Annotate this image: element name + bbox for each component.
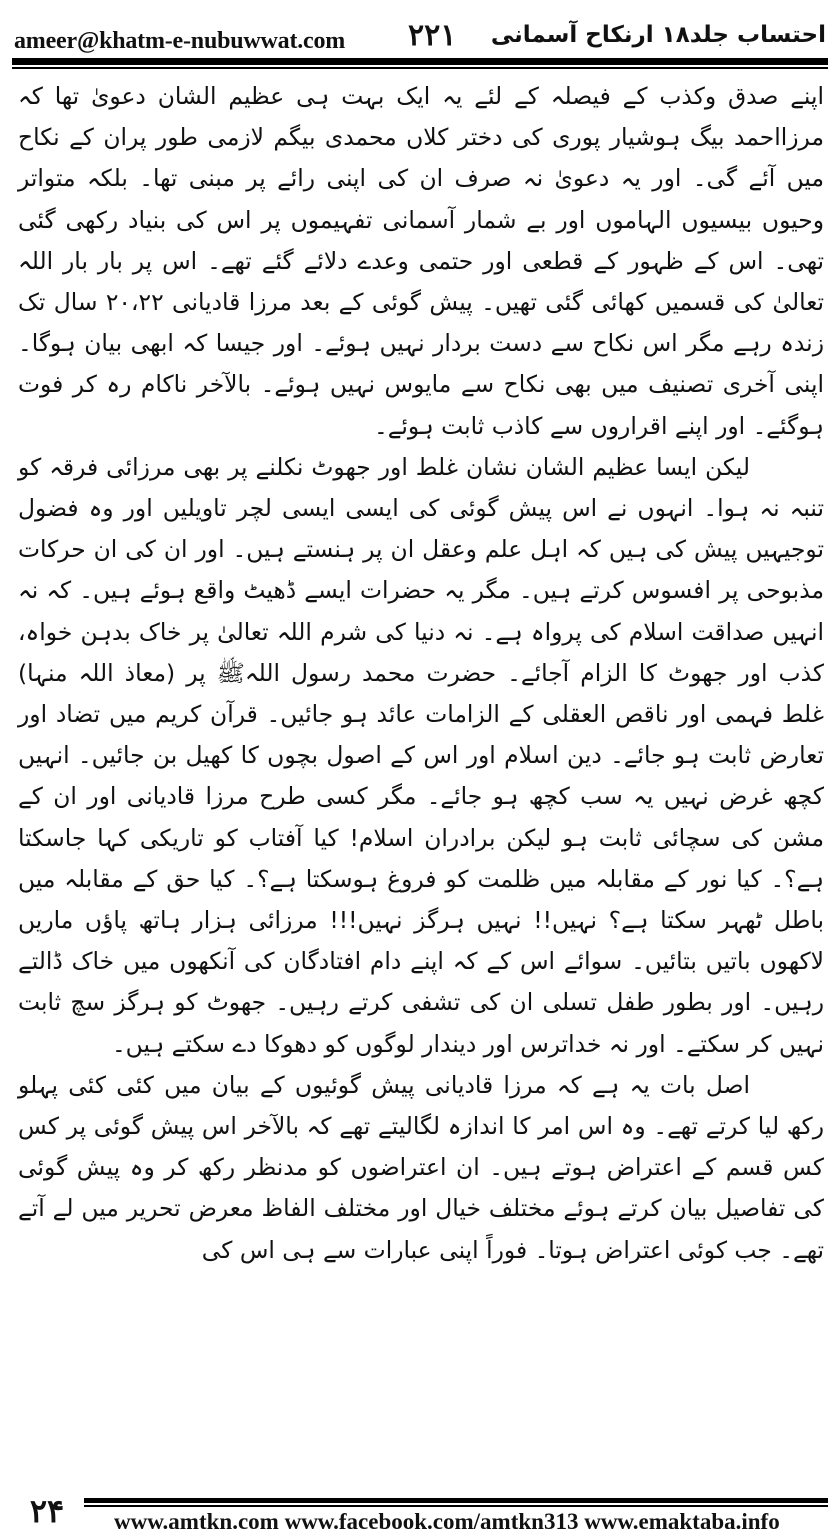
header-page-number: ۲۲۱ — [408, 18, 457, 53]
header-book-title: احتساب جلد۱۸ ارنکاح آسمانی — [490, 22, 826, 48]
header-rule-thick — [12, 58, 828, 65]
paragraph-1: اپنے صدق وکذب کے فیصلہ کے لئے یہ ایک بہت ہی عظیم الشان دعویٰ تھا کہ مرزااحمد بیگ ہوشیار پوری کی دختر کلاں محمدی بیگم لازمی طور پران کے نکاح میں آئے گی۔ اور یہ دعویٰ نہ صرف ان کی اپنی رائے پر مبنی تھا۔ بلکہ متواتر وحیوں بیسیوں الہاموں اور بے شمار آسمانی تفہیموں پر اس کی بنیاد رکھی گئی تھی۔ اس کے ظہور کے قطعی اور حتمی وعدے دلائے گئے تھے۔ اس پر بار بار اللہ تعالیٰ کی قسمیں کھائی گئی تھیں۔ پیش گوئی کے بعد مرزا قادیانی ۲۰،۲۲ سال تک زندہ رہے مگر اس نکاح سے دست بردار نہیں ہوئے۔ اور جیسا کہ ابھی بیان ہوگا۔ اپنی آخری تصنیف میں بھی نکاح سے مایوس نہیں ہوئے۔ بالآخر ناکام رہ کر فوت ہوگئے۔ اور اپنے اقراروں سے کاذب ثابت ہوئے۔ — [18, 82, 824, 440]
header-rule-thin — [12, 67, 828, 69]
footer-page-number: ۲۴ — [10, 1492, 84, 1532]
footer-rule-thick — [84, 1498, 828, 1503]
page-header — [10, 12, 830, 56]
page-footer — [0, 1492, 840, 1540]
paragraph-3: اصل بات یہ ہے کہ مرزا قادیانی پیش گوئیوں کے بیان میں کئی کئی پہلو رکھ لیا کرتے تھے۔ وہ اس امر کا اندازہ لگالیتے تھے کہ بالآخر اس پیش گوئی پر کس کس قسم کے اعتراض ہوتے ہیں۔ ان اعتراضوں کو مدنظر رکھ کر وہ پیش گوئی کی تفاصیل بیان کرتے ہوئے مختلف خیال اور مختلف الفاظ معرض تحریر میں لے آتے تھے۔ جب کوئی اعتراض ہوتا۔ فوراً اپنی عبارات سے ہی اس کی — [18, 1070, 824, 1264]
header-email: ameer@khatm-e-nubuwwat.com — [14, 28, 346, 54]
paragraph-2: لیکن ایسا عظیم الشان نشان غلط اور جھوٹ نکلنے پر بھی مرزائی فرقہ کو تنبہ نہ ہوا۔ انہوں نے اس پیش گوئی کی ایسی ایسی لچر تاویلیں اور وہ فضول توجیہیں پیش کی ہیں کہ اہل علم وعقل ان پر ہنستے ہیں۔ اور ان کی ان حرکات مذبوحی پر افسوس کرتے ہیں۔ مگر یہ حضرات ایسے ڈھیٹ واقع ہوئے ہیں۔ کہ نہ انہیں صداقت اسلام کی پرواہ ہے۔ نہ دنیا کی شرم اللہ تعالیٰ پر خاک بدہن خواہ، کذب اور جھوٹ کا الزام آجائے۔ حضرت محمد رسول اللہﷺ پر (معاذ اللہ منہا) غلط فہمی اور ناقص العقلی کے الزامات عائد ہو جائیں۔ قرآن کریم میں تضاد اور تعارض ثابت ہو جائے۔ دین اسلام اور اس کے اصول بچوں کا کھیل بن جائیں۔ انہیں کچھ غرض نہیں یہ سب کچھ ہو جائے۔ مگر کسی طرح مرزا قادیانی اور ان کے مشن کی سچائی ثابت ہو لیکن برادران اسلام! کیا آفتاب کو تاریکی کہا جاسکتا ہے؟۔ کیا نور کے مقابلہ میں ظلمت کو فروغ ہوسکتا ہے؟۔ کیا حق کے مقابلہ میں باطل ٹھہر سکتا ہے؟ نہیں!! نہیں ہرگز نہیں!!! مرزائی ہزار ہاتھ پاؤں ماریں لاکھوں باتیں بتائیں۔ سوائے اس کے کہ اپنے دام افتادگان کی آنکھوں میں خاک ڈالتے رہیں۔ اور بطور طفل تسلی ان کی تشفی کرتے رہیں۔ جھوٹ کو ہرگز سچ ثابت نہیں کر سکتے۔ اور نہ خداترس اور دیندار لوگوں کو دھوکا دے سکتے ہیں۔ — [18, 452, 824, 1058]
footer-rule-thin — [84, 1505, 828, 1507]
page-body — [18, 76, 824, 1271]
footer-links: www.amtkn.com www.facebook.com/amtkn313 www.emaktaba.info — [114, 1509, 780, 1534]
